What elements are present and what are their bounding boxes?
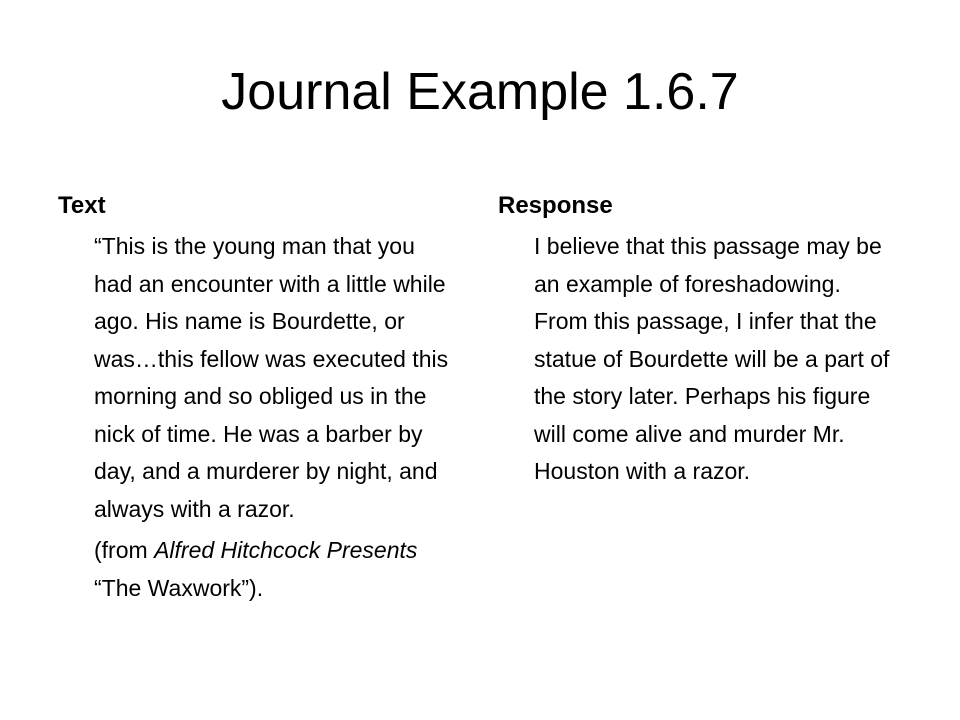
- citation-work: Alfred Hitchcock Presents: [154, 537, 418, 563]
- citation-suffix: “The Waxwork”).: [94, 574, 264, 601]
- slide-title: Journal Example 1.6.7: [221, 63, 739, 121]
- response-column: [498, 188, 898, 491]
- response-heading: Response: [498, 192, 613, 219]
- text-heading: Text: [58, 192, 106, 219]
- quote-paragraph: “This is the young man that you had an encounter with a little while ago. His name is Bourdette, or was…this fellow was executed this morning and so obliged us in the nick of time. He was a barber by day, and a murderer by night, and always with a razor.: [94, 233, 449, 522]
- text-column: [58, 188, 458, 607]
- citation-prefix: (from: [94, 537, 155, 563]
- citation: [58, 532, 458, 607]
- response-paragraph: I believe that this passage may be an example of foreshadowing. From this passage, I infer that the statue of Bourdette will be a part of the story later. Perhaps his figure will come alive and murder Mr. Houston with a razor.: [534, 233, 890, 484]
